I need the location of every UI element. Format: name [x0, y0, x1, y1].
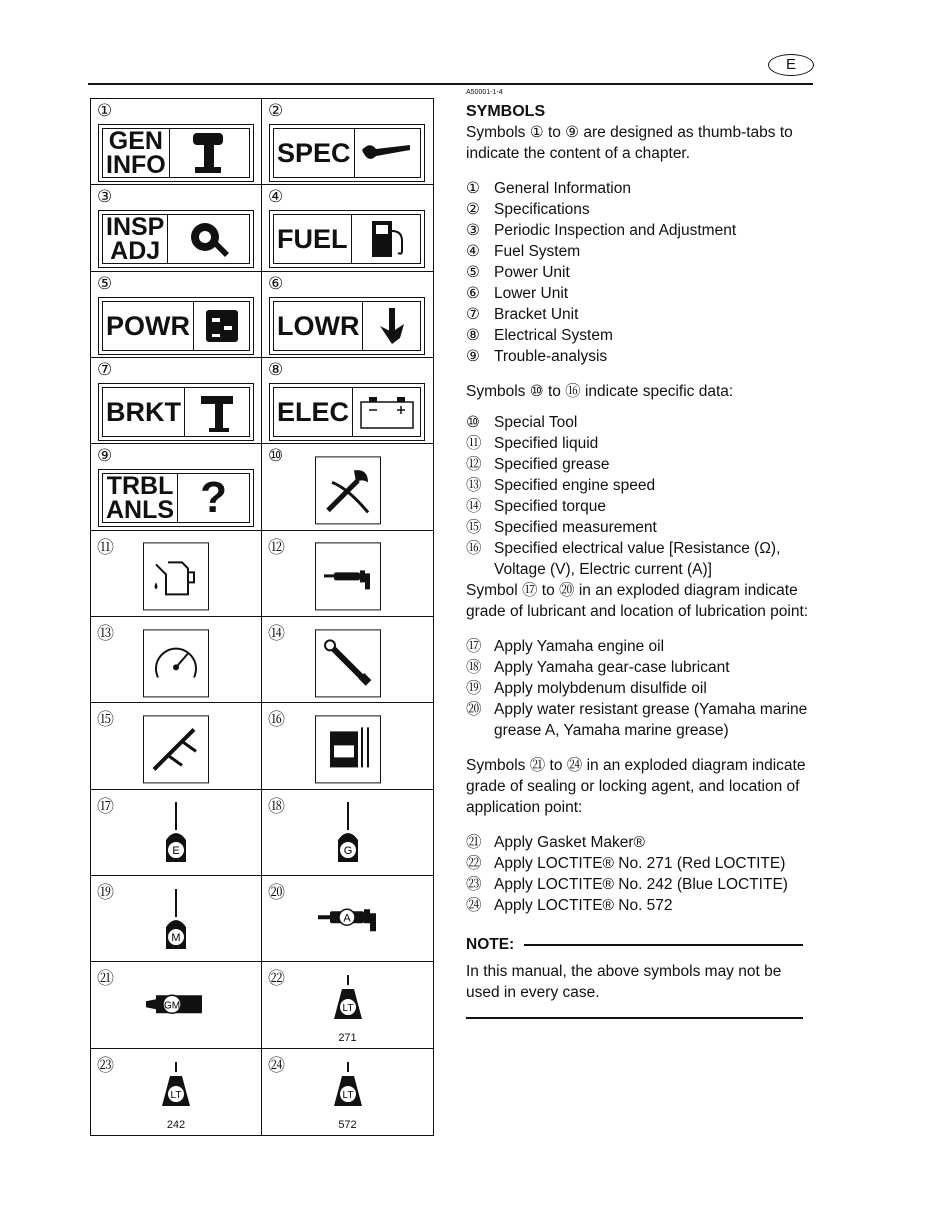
- section-code: A50001-1-4: [466, 89, 503, 96]
- badge-text: LT: [342, 1003, 353, 1015]
- list-item: ⑳ Apply water resistant grease (Yamaha marine grease A, Yamaha marine grease): [466, 701, 808, 739]
- cell-number: ③: [97, 187, 113, 207]
- loctite-number: 271: [338, 1032, 357, 1045]
- tachometer-icon: [143, 629, 209, 697]
- symbol-cell-7: [91, 358, 262, 444]
- section-title: SYMBOLS: [466, 103, 546, 120]
- oil-bottle-g-icon: [328, 800, 368, 866]
- list-item: ⑲ Apply molybdenum disulfide oil: [466, 680, 707, 697]
- multimeter-icon: [315, 715, 381, 783]
- badge-text: E: [172, 845, 180, 858]
- tab-label-line1: FUEL: [277, 224, 348, 255]
- list-item: ⑫ Specified grease: [466, 456, 610, 473]
- lower-unit-propeller-icon: [372, 304, 412, 348]
- sealant-list: [466, 832, 811, 916]
- tab-label-line1: TRBL: [106, 472, 174, 501]
- loctite-number: 242: [166, 1118, 186, 1131]
- loctite-bottle-icon: [156, 1060, 196, 1112]
- cell-number: ㉔: [268, 1055, 285, 1075]
- cell-number: ⑪: [97, 537, 114, 557]
- symbol-cell-13: [91, 617, 262, 703]
- thumb-tab-elec: [269, 383, 425, 441]
- cell-number: ⑨: [97, 446, 113, 466]
- list-item: ⑨ Trouble-analysis: [466, 348, 608, 365]
- engine-block-icon: [200, 304, 244, 348]
- symbol-cell-16: [262, 703, 433, 789]
- cell-number: ㉒: [268, 969, 285, 989]
- thumb-tab-gen-info: [98, 124, 254, 182]
- symbol-cell-5: [91, 272, 262, 358]
- language-badge: E: [768, 54, 814, 76]
- oil-bottle-m-icon: [156, 887, 196, 953]
- tab-label-line2: ANLS: [106, 496, 175, 525]
- cell-number: ②: [268, 101, 284, 120]
- note-label: NOTE:: [466, 936, 515, 953]
- symbol-cell-9: [91, 444, 262, 530]
- symbol-cell-15: [91, 703, 262, 789]
- header-rule: [88, 83, 813, 85]
- cell-number: ⑤: [97, 273, 113, 293]
- tab-label-line2: INFO: [106, 151, 166, 179]
- list-item: ⑭ Specified torque: [466, 498, 607, 515]
- symbols-grid: [90, 98, 434, 1136]
- cell-number: ⑥: [268, 273, 284, 293]
- lubricant-intro: Symbol ⑰ to ⑳ in an exploded diagram indicate grade of lubricant and location of lubrication point:: [466, 582, 809, 620]
- battery-icon: [357, 392, 417, 432]
- symbol-cell-11: [91, 531, 262, 617]
- list-item: ④ Fuel System: [466, 243, 581, 260]
- gasket-tube-gm-icon: [144, 989, 208, 1019]
- symbol-cell-4: [262, 185, 433, 271]
- list-item: ⑦ Bracket Unit: [466, 306, 579, 323]
- symbol-cell-6: [262, 272, 433, 358]
- symbol-cell-17: [91, 790, 262, 876]
- symbol-cell-8: [262, 358, 433, 444]
- loctite-number: 572: [338, 1118, 357, 1131]
- cell-number: ⑧: [268, 360, 284, 379]
- thumb-tab-brkt: [98, 383, 254, 441]
- symbol-cell-21: [91, 962, 262, 1048]
- list-item: ⑯ Specified electrical value [Resistance (Ω), Voltage (V), Electric current (A)]: [466, 540, 781, 578]
- badge-text: LT: [342, 1089, 353, 1101]
- list-item: ⑱ Apply Yamaha gear-case lubricant: [466, 659, 730, 676]
- outboard-motor-icon: [189, 131, 229, 175]
- tab-label-line1: BRKT: [106, 397, 181, 427]
- tab-label-line1: GEN: [108, 127, 163, 155]
- wrench-tool-icon: [358, 138, 416, 168]
- badge-text: GM: [163, 1000, 181, 1012]
- symbol-cell-2: [262, 99, 433, 185]
- symbol-cell-14: [262, 617, 433, 703]
- cell-number: ⑳: [268, 883, 285, 902]
- inspection-gear-icon: [187, 217, 231, 261]
- list-item: ② Specifications: [466, 201, 590, 218]
- list-item: ⑤ Power Unit: [466, 264, 570, 281]
- special-tool-icon: [315, 456, 381, 524]
- torque-wrench-icon: [315, 629, 381, 697]
- cell-number: ⑬: [97, 624, 114, 643]
- data-list: [466, 412, 811, 580]
- chapter-list: [466, 178, 811, 367]
- list-item: ㉑ Apply Gasket Maker®: [466, 834, 645, 851]
- oil-can-icon: [143, 543, 209, 611]
- caliper-icon: [143, 715, 209, 783]
- list-item: ① General Information: [466, 180, 631, 197]
- cell-number: ⑯: [268, 710, 285, 730]
- cell-number: ④: [268, 187, 284, 207]
- symbol-cell-1: [91, 99, 262, 185]
- cell-number: ①: [97, 101, 113, 120]
- list-item: ⑪ Specified liquid: [466, 435, 599, 452]
- oil-bottle-e-icon: [156, 800, 196, 866]
- cell-number: ⑫: [268, 537, 285, 557]
- tab-label-line2: ADJ: [110, 237, 161, 266]
- list-item: ㉔ Apply LOCTITE® No. 572: [466, 897, 673, 914]
- tab-label-line1: ELEC: [277, 397, 350, 427]
- fuel-pump-icon: [366, 217, 406, 261]
- symbol-cell-18: [262, 790, 433, 876]
- symbol-cell-23: [91, 1049, 262, 1135]
- cell-number: ⑭: [268, 624, 285, 643]
- cell-number: ⑰: [97, 796, 114, 816]
- symbol-cell-10: [262, 444, 433, 530]
- symbol-cell-22: [262, 962, 433, 1048]
- symbol-cell-19: [91, 876, 262, 962]
- list-item: ⑩ Special Tool: [466, 414, 578, 431]
- bracket-icon: [195, 390, 239, 434]
- symbol-cell-12: [262, 531, 433, 617]
- data-intro: Symbols ⑩ to ⑯ indicate specific data:: [466, 383, 734, 400]
- list-item: ㉒ Apply LOCTITE® No. 271 (Red LOCTITE): [466, 855, 786, 872]
- cell-number: ㉓: [97, 1055, 114, 1075]
- note-heading: [466, 934, 811, 955]
- thumb-tab-powr: [98, 297, 254, 355]
- lubricant-list: [466, 636, 811, 741]
- cell-number: ⑮: [97, 710, 114, 730]
- question-mark-icon: ?: [200, 473, 227, 523]
- loctite-bottle-icon: [328, 973, 368, 1025]
- note-end-rule: [466, 1017, 803, 1019]
- intro-paragraph: Symbols ① to ⑨ are designed as thumb-tabs to indicate the content of a chapter.: [466, 124, 793, 162]
- badge-text: LT: [170, 1089, 182, 1101]
- symbols-description: [466, 88, 811, 1019]
- cell-number: ⑩: [268, 446, 284, 466]
- tab-label-line1: POWR: [106, 310, 190, 341]
- thumb-tab-lowr: [269, 297, 425, 355]
- cell-number: ⑱: [268, 796, 285, 816]
- note-text: In this manual, the above symbols may not be used in every case.: [466, 963, 782, 1001]
- thumb-tab-spec: [269, 124, 425, 182]
- list-item: ⑮ Specified measurement: [466, 519, 657, 536]
- list-item: ③ Periodic Inspection and Adjustment: [466, 222, 737, 239]
- thumb-tab-insp-adj: [98, 210, 254, 268]
- list-item: ⑥ Lower Unit: [466, 285, 569, 302]
- badge-text: A: [342, 911, 351, 924]
- symbol-cell-20: [262, 876, 433, 962]
- badge-text: M: [171, 931, 181, 944]
- list-item: ⑰ Apply Yamaha engine oil: [466, 638, 665, 655]
- loctite-bottle-icon: [328, 1060, 368, 1112]
- symbol-cell-3: [91, 185, 262, 271]
- grease-gun-a-icon: [316, 903, 380, 933]
- sealant-intro: Symbols ㉑ to ㉔ in an exploded diagram indicate grade of sealing or locking agent, and location of application point:: [466, 757, 806, 816]
- grease-gun-icon: [315, 543, 381, 611]
- cell-number: ㉑: [97, 969, 114, 989]
- cell-number: ⑦: [97, 360, 113, 379]
- tab-label-line1: LOWR: [277, 310, 360, 341]
- list-item: ㉓ Apply LOCTITE® No. 242 (Blue LOCTITE): [466, 876, 788, 893]
- list-item: ⑬ Specified engine speed: [466, 477, 656, 494]
- thumb-tab-trbl-anls: [98, 469, 254, 527]
- list-item: ⑧ Electrical System: [466, 327, 613, 344]
- badge-text: G: [343, 845, 352, 858]
- tab-label-line1: INSP: [106, 213, 165, 242]
- cell-number: ⑲: [97, 883, 114, 902]
- thumb-tab-fuel: [269, 210, 425, 268]
- symbol-cell-24: [262, 1049, 433, 1135]
- tab-label-line1: SPEC: [277, 138, 351, 168]
